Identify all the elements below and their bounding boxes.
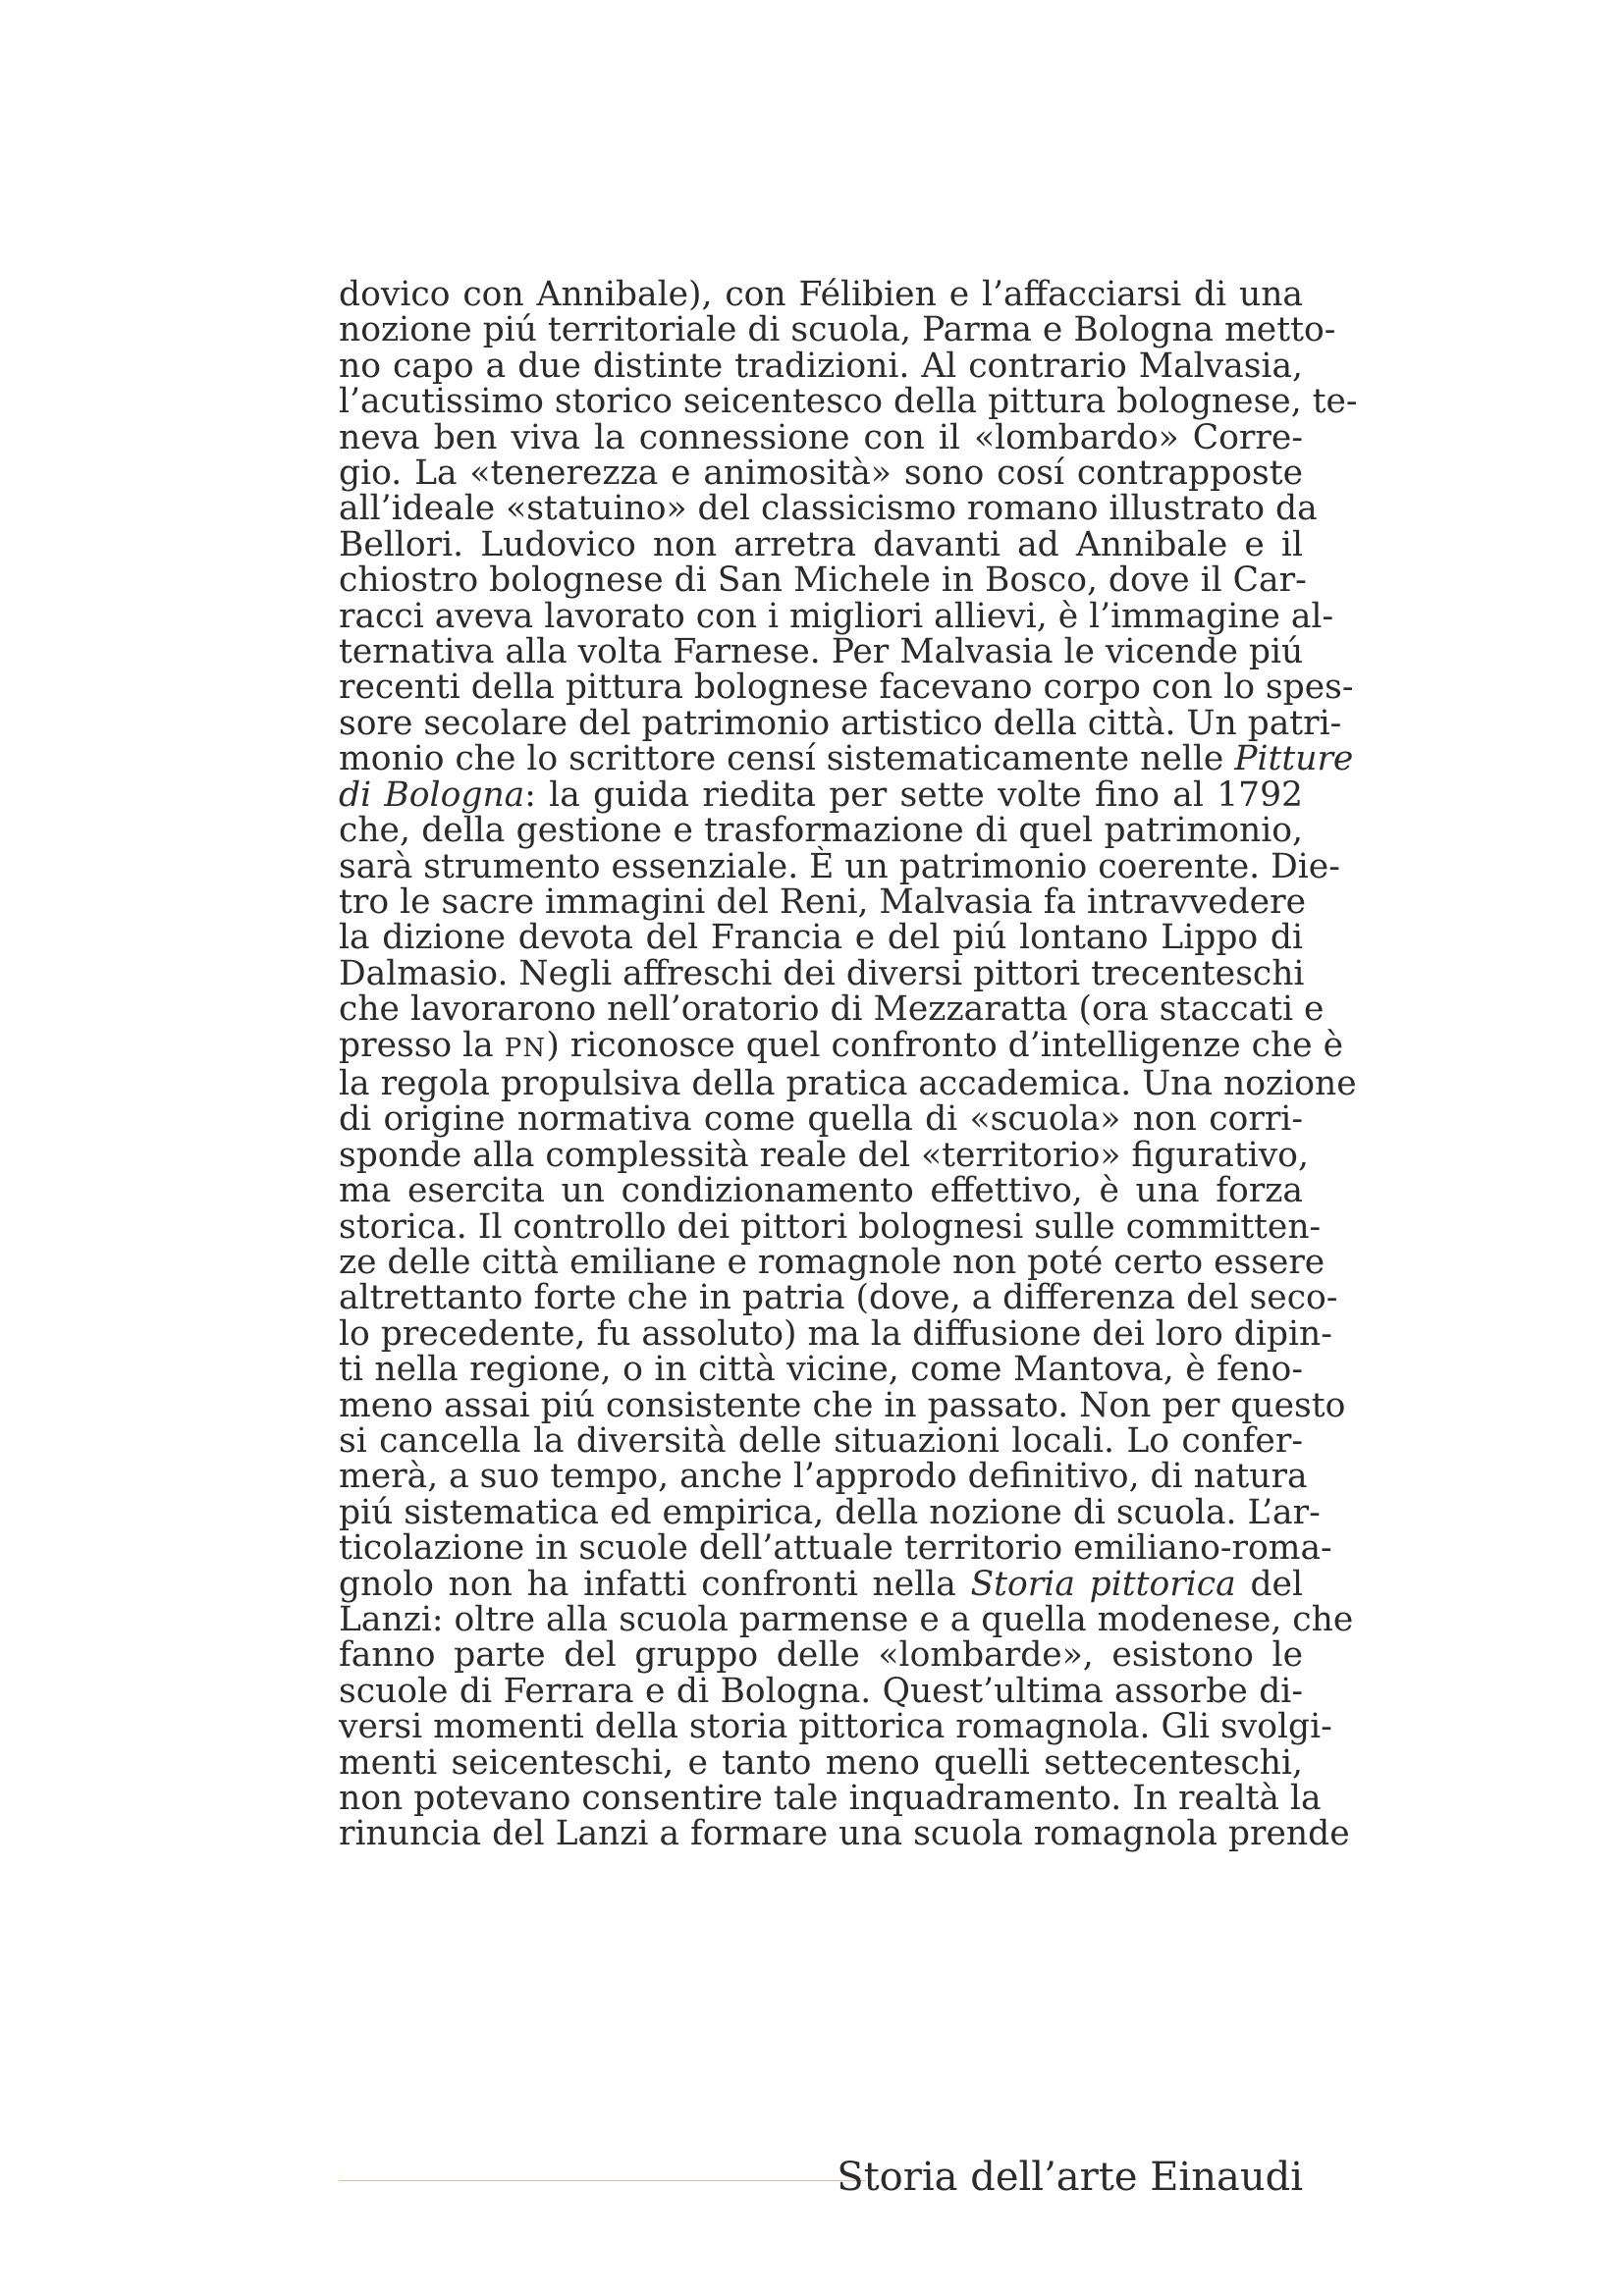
text-line: altrettanto forte che in patria (dove, a differenza del seco-	[339, 1278, 1338, 1318]
text-line: che lavorarono nell’oratorio di Mezzaratta (ora staccati e	[339, 989, 1325, 1030]
text-line: recenti della pittura bolognese facevano corpo con lo spes-	[339, 667, 1354, 708]
text-line: Dalmasio. Negli affreschi dei diversi pittori trecenteschi	[339, 953, 1305, 993]
text-line: sore secolare del patrimonio artistico della città. Un patri-	[339, 703, 1342, 743]
text-line: scuole di Ferrara e di Bologna. Quest’ultima assorbe di-	[339, 1671, 1303, 1711]
text-line: rinuncia del Lanzi a formare una scuola romagnola prende	[339, 1814, 1350, 1854]
text-line: storica. Il controllo dei pittori bolognesi sulle committen-	[339, 1206, 1322, 1247]
text-line: ze delle città emiliane e romagnole non poté certo essere	[339, 1242, 1325, 1282]
text-line: lo precedente, fu assoluto) ma la diffusione dei loro dipin-	[339, 1313, 1332, 1354]
text-line: di Bologna: la guida riedita per sette volte fino al 1792	[339, 774, 1303, 815]
text-line: all’ideale «statuino» del classicismo romano illustrato da	[339, 489, 1318, 529]
text-line: piú sistematica ed empirica, della nozione di scuola. L’ar-	[339, 1492, 1321, 1532]
footer-rule	[339, 2180, 866, 2181]
text-line: tro le sacre immagini del Reni, Malvasia fa intravvedere	[339, 881, 1306, 922]
text-line: merà, a suo tempo, anche l’approdo definitivo, di natura	[339, 1457, 1308, 1497]
text-line: ternativa alla volta Farnese. Per Malvasia le vicende piú	[339, 632, 1304, 672]
text-line: chiostro bolognese di San Michele in Bosco, dove il Car-	[339, 561, 1307, 601]
text-line: si cancella la diversità delle situazioni locali. Lo confer-	[339, 1421, 1303, 1461]
text-line: ti nella regione, o in città vicine, come Mantova, è feno-	[339, 1350, 1303, 1390]
text-line: meno assai piú consistente che in passato. Non per questo	[339, 1385, 1346, 1425]
text-line: sarà strumento essenziale. È un patrimonio coerente. Die-	[339, 846, 1340, 886]
text-line: gnolo non ha infatti confronti nella Storia pittorica del	[339, 1564, 1303, 1604]
text-line: no capo a due distinte tradizioni. Al contrario Malvasia,	[339, 346, 1303, 386]
text-line: versi momenti della storia pittorica romagnola. Gli svolgi-	[339, 1707, 1332, 1747]
footer-title: Storia dell’arte Einaudi	[837, 2155, 1303, 2200]
text-line: racci aveva lavorato con i migliori allievi, è l’immagine al-	[339, 596, 1334, 636]
text-line: nozione piú territoriale di scuola, Parma e Bologna metto-	[339, 310, 1336, 350]
text-line: Bellori. Ludovico non arretra davanti ad Annibale e il	[339, 524, 1303, 564]
text-line: presso la PN) riconosce quel confronto d’intelligenze che è	[339, 1025, 1343, 1065]
text-line: non potevano consentire tale inquadramento. In realtà la	[339, 1779, 1322, 1819]
text-line: gio. La «tenerezza e animosità» sono cosí contrapposte	[339, 454, 1303, 494]
text-line: ma esercita un condizionamento effettivo, è una forza	[339, 1171, 1303, 1211]
text-line: Lanzi: oltre alla scuola parmense e a quella modenese, che	[339, 1600, 1354, 1640]
text-line: menti seicenteschi, e tanto meno quelli settecenteschi,	[339, 1742, 1303, 1783]
text-line: monio che lo scrittore censí sistematicamente nelle Pitture	[339, 739, 1354, 779]
text-line: l’acutissimo storico seicentesco della pittura bolognese, te-	[339, 382, 1358, 422]
body-text	[339, 275, 1358, 1854]
text-line: la regola propulsiva della pratica accademica. Una nozione	[339, 1063, 1357, 1103]
text-line: dovico con Annibale), con Félibien e l’affacciarsi di una	[339, 275, 1303, 314]
text-line: di origine normativa come quella di «scuola» non corri-	[339, 1099, 1303, 1140]
text-line: ticolazione in scuole dell’attuale territorio emiliano-roma-	[339, 1528, 1332, 1569]
text-line: fanno parte del gruppo delle «lombarde», esistono le	[339, 1635, 1303, 1676]
text-line: la dizione devota del Francia e del piú lontano Lippo di	[339, 918, 1303, 958]
text-line: neva ben viva la connessione con il «lombardo» Corre-	[339, 417, 1303, 457]
text-line: sponde alla complessità reale del «territorio» figurativo,	[339, 1135, 1309, 1175]
text-line: che, della gestione e trasformazione di quel patrimonio,	[339, 811, 1303, 851]
